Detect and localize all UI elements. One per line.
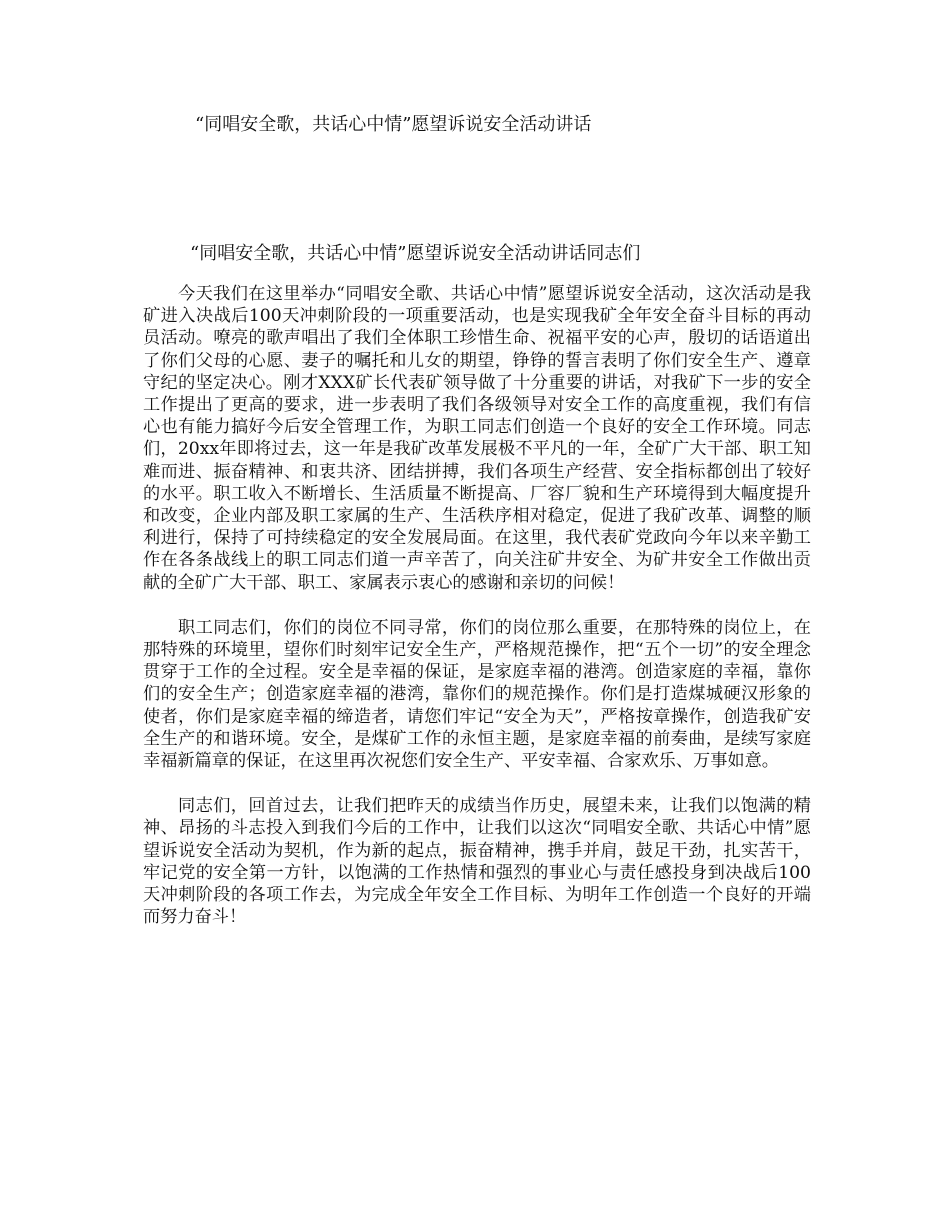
paragraph-2: 职工同志们，你们的岗位不同寻常，你们的岗位那么重要，在那特殊的岗位上，在那特殊的环境里，望你们时刻牢记安全生产，严格规范操作，把“五个一切”的安全理念贯穿于工作的全过程。安全是幸福的保证，是家庭幸福的港湾。创造家庭的幸福，靠你们的安全生产；创造家庭幸福的港湾，靠你们的规范操作。你们是打造煤城硬汉形象的使者，你们是家庭幸福的缔造者，请您们牢记“安全为天”，严格按章操作，创造我矿安全生产的和谐环境。安全，是煤矿工作的永恒主题，是家庭幸福的前奏曲，是续写家庭幸福新篇章的保证，在这里再次祝您们安全生产、平安幸福、合家欢乐、万事如意。 (143, 617, 811, 772)
paragraph-3: 同志们，回首过去，让我们把昨天的成绩当作历史，展望未来，让我们以饱满的精神、昂扬的斗志投入到我们今后的工作中，让我们以这次“同唱安全歌、共话心中情”愿望诉说安全活动为契机，作为新的起点，振奋精神，携手并肩，鼓足干劲，扎实苦干，牢记党的安全第一方针，以饱满的工作热情和强烈的事业心与责任感投身到决战后100天冲刺阶段的各项工作去，为完成全年安全工作目标、为明年工作创造一个良好的开端而努力奋斗！ (143, 796, 811, 928)
document-subtitle: “同唱安全歌，共话心中情”愿望诉说安全活动讲话同志们 (190, 243, 641, 264)
document-body (143, 283, 811, 951)
paragraph-1: 今天我们在这里举办“同唱安全歌、共话心中情”愿望诉说安全活动，这次活动是我矿进入决战后100天冲刺阶段的一项重要活动，也是实现我矿全年安全奋斗目标的再动员活动。嘹亮的歌声唱出了我们全体职工珍惜生命、祝福平安的心声，殷切的话语道出了你们父母的心愿、妻子的嘱托和儿女的期望，铮铮的誓言表明了你们安全生产、遵章守纪的坚定决心。刚才XXX矿长代表矿领导做了十分重要的讲话，对我矿下一步的安全工作提出了更高的要求，进一步表明了我们各级领导对安全工作的高度重视，我们有信心也有能力搞好今后安全管理工作，为职工同志们创造一个良好的安全工作环境。同志们，20xx年即将过去，这一年是我矿改革发展极不平凡的一年，全矿广大干部、职工知难而进、振奋精神、和衷共济、团结拼搏，我们各项生产经营、安全指标都创出了较好的水平。职工收入不断增长、生活质量不断提高、厂容厂貌和生产环境得到大幅度提升和改变，企业内部及职工家属的生产、生活秩序相对稳定，促进了我矿改革、调整的顺利进行，保持了可持续稳定的安全发展局面。在这里，我代表矿党政向今年以来辛勤工作在各条战线上的职工同志们道一声辛苦了，向关注矿井安全、为矿井安全工作做出贡献的全矿广大干部、职工、家属表示衷心的感谢和亲切的问候！ (143, 284, 811, 593)
document-title: “同唱安全歌，共话心中情”愿望诉说安全活动讲话 (195, 114, 592, 135)
